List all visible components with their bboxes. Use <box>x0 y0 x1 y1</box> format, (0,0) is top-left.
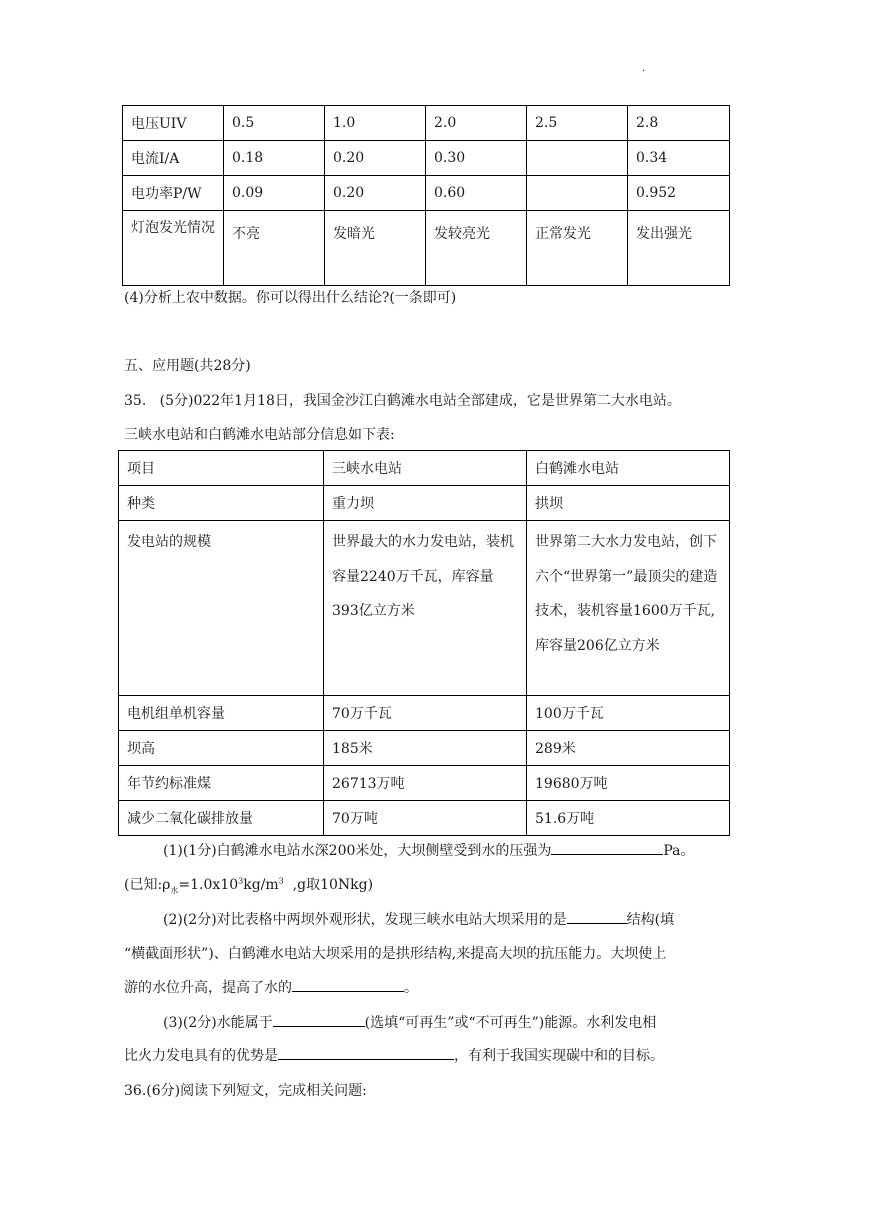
table-row <box>119 801 730 836</box>
table-cell: 0.34 <box>628 141 730 176</box>
sub-question-2: (2)(2分)对比表格中两坝外观形状，发现三峡水电站大坝采用的是 结构(填 <box>163 909 674 929</box>
table-row <box>119 521 730 696</box>
table-cell: 289米 <box>527 731 730 766</box>
table-cell: 电功率P/W <box>123 176 224 211</box>
table-cell <box>527 176 628 211</box>
answer-blank[interactable] <box>278 1045 454 1060</box>
answer-blank[interactable] <box>273 1012 365 1027</box>
table-cell <box>527 141 628 176</box>
table-row <box>123 211 730 286</box>
sub-question-3: (3)(2分)水能属于 (选填“可再生”或“不可再生”)能源。水利发电相 <box>163 1012 656 1032</box>
table-cell: 0.18 <box>224 141 325 176</box>
question-36: 36.(6分)阅读下列短文，完成相关问题: <box>124 1083 367 1099</box>
table-cell: 0.60 <box>426 176 527 211</box>
table-cell: 2.8 <box>628 106 730 141</box>
table-cell: 51.6万吨 <box>527 801 730 836</box>
table-row <box>119 486 730 521</box>
table-cell: 70万千瓦 <box>324 696 527 731</box>
table-cell: 正常发光 <box>527 211 628 286</box>
table-cell: 1.0 <box>325 106 426 141</box>
table-row <box>123 141 730 176</box>
table-cell: 减少二氧化碳排放量 <box>119 801 324 836</box>
table-cell: 2.5 <box>527 106 628 141</box>
table-cell: 电流I/A <box>123 141 224 176</box>
sub-question-1: (1)(1分)白鹤滩水电站水深200米处，大坝侧壁受到水的压强为 Pa。 <box>163 840 695 860</box>
table-cell: 拱坝 <box>527 486 730 521</box>
table-cell: 185米 <box>324 731 527 766</box>
table-cell: 0.952 <box>628 176 730 211</box>
sub-question-3-text: 比火力发电具有的优势是 ，有利于我国实现碳中和的目标。 <box>124 1045 664 1065</box>
table-cell: 坝高 <box>119 731 324 766</box>
experiment-data-table <box>122 105 730 286</box>
table-cell: 2.0 <box>426 106 527 141</box>
question-35-text: 三峡水电站和白鹤滩水电站部分信息如下表: <box>124 427 395 443</box>
table-cell: 灯泡发光情况 <box>123 211 224 286</box>
question-4: (4)分析上农中数据。你可以得出什么结论?(一条即可) <box>124 290 457 306</box>
sub-question-1-note: (已知$:\rho_水=1.0x10^3kg/m^3$ ,g取10Nkg) <box>124 876 374 895</box>
table-cell: 白鹤滩水电站 <box>527 451 730 486</box>
page-mark: · <box>642 66 646 77</box>
table-cell: 重力坝 <box>324 486 527 521</box>
table-cell: 0.30 <box>426 141 527 176</box>
table-cell: 19680万吨 <box>527 766 730 801</box>
table-cell: 种类 <box>119 486 324 521</box>
hydropower-comparison-table <box>118 450 730 836</box>
answer-blank[interactable] <box>551 840 663 855</box>
sub-question-2-text: “横截面形状”)、白鹤滩水电站大坝采用的是拱形结构,来提高大坝的抗压能力。大坝使上 <box>124 946 667 962</box>
table-cell: 发电站的规模 <box>119 521 324 696</box>
sub-question-2-text: 游的水位升高，提高了水的 。 <box>124 977 418 997</box>
table-cell: 发较亮光 <box>426 211 527 286</box>
table-row <box>119 731 730 766</box>
table-cell: 发暗光 <box>325 211 426 286</box>
table-cell: 70万吨 <box>324 801 527 836</box>
table-cell: 0.09 <box>224 176 325 211</box>
section-title: 五、应用题(共28分) <box>124 358 251 374</box>
table-cell: 三峡水电站 <box>324 451 527 486</box>
table-cell: 世界最大的水力发电站，装机容量2240万千瓦，库容量393亿立方米 <box>324 521 527 696</box>
table-cell: 发出强光 <box>628 211 730 286</box>
table-cell: 不亮 <box>224 211 325 286</box>
table-cell: 100万千瓦 <box>527 696 730 731</box>
table-cell: 0.20 <box>325 176 426 211</box>
table-row <box>123 106 730 141</box>
table-cell: 世界第二大水力发电站，创下六个“世界第一”最顶尖的建造技术，装机容量1600万千瓦,库容量206亿立方米 <box>527 521 730 696</box>
table-row <box>119 696 730 731</box>
table-row <box>119 451 730 486</box>
table-cell: 项目 <box>119 451 324 486</box>
table-cell: 0.5 <box>224 106 325 141</box>
answer-blank[interactable] <box>567 909 627 924</box>
table-cell: 年节约标准煤 <box>119 766 324 801</box>
question-35-text: 35. (5分)022年1月18日，我国金沙江白鹤滩水电站全部建成，它是世界第二大水电站。 <box>124 393 681 409</box>
table-row <box>123 176 730 211</box>
table-row <box>119 766 730 801</box>
table-cell: 电机组单机容量 <box>119 696 324 731</box>
table-cell: 电压UIV <box>123 106 224 141</box>
table-cell: 0.20 <box>325 141 426 176</box>
answer-blank[interactable] <box>292 977 404 992</box>
table-cell: 26713万吨 <box>324 766 527 801</box>
